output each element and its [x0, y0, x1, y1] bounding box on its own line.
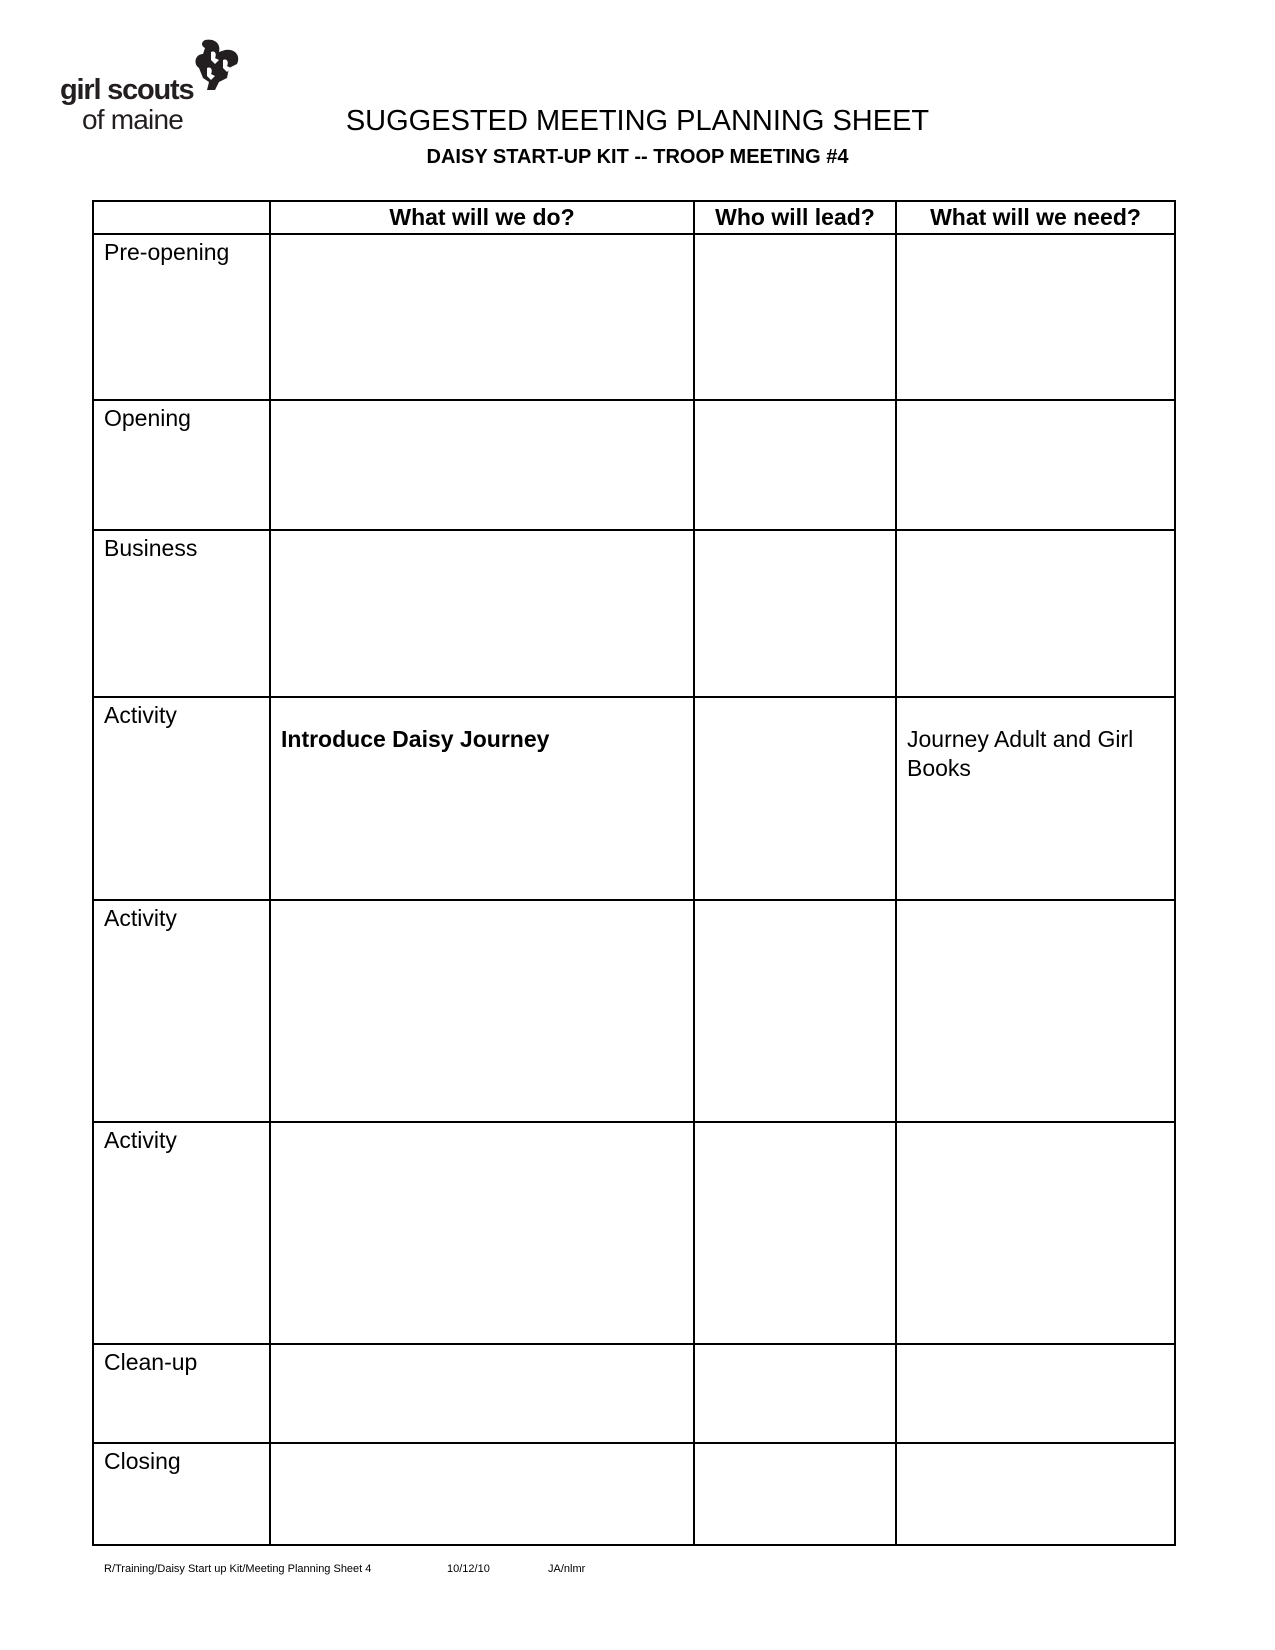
- who-will-lead-cell[interactable]: [694, 900, 896, 1122]
- who-will-lead-cell[interactable]: [694, 1443, 896, 1545]
- table-row: [93, 1443, 1175, 1545]
- page-subtitle: DAISY START-UP KIT -- TROOP MEETING #4: [426, 146, 849, 168]
- planning-table: [92, 200, 1176, 1546]
- row-label-closing: Closing: [93, 1443, 270, 1545]
- what-will-we-do-cell[interactable]: [270, 900, 694, 1122]
- what-will-we-need-cell[interactable]: [896, 697, 1175, 900]
- what-will-we-need-cell[interactable]: [896, 1443, 1175, 1545]
- who-will-lead-cell[interactable]: [694, 1344, 896, 1443]
- table-row: [93, 900, 1175, 1122]
- what-will-we-do-cell[interactable]: [270, 530, 694, 697]
- footer-date: 10/12/10: [447, 1563, 490, 1575]
- row-label-activity: Activity: [93, 1122, 270, 1344]
- what-will-we-need-cell[interactable]: [896, 900, 1175, 1122]
- page-title: SUGGESTED MEETING PLANNING SHEET: [345, 105, 930, 137]
- table-row: [93, 1344, 1175, 1443]
- who-will-lead-cell[interactable]: [694, 234, 896, 400]
- table-row: [93, 400, 1175, 530]
- table-header-row: [93, 201, 1175, 234]
- what-will-we-do-cell[interactable]: [270, 1122, 694, 1344]
- who-will-lead-cell[interactable]: [694, 400, 896, 530]
- what-will-we-do-cell[interactable]: [270, 1443, 694, 1545]
- table-row: [93, 234, 1175, 400]
- column-header-what-will-we-do: What will we do?: [270, 201, 694, 234]
- logo-wordmark-line2: of maine: [82, 104, 183, 135]
- what-will-we-do-cell[interactable]: [270, 400, 694, 530]
- row-label-business: Business: [93, 530, 270, 697]
- row-label-activity: Activity: [93, 900, 270, 1122]
- what-will-we-need-cell[interactable]: [896, 234, 1175, 400]
- supplies-needed: Journey Adult and Girl Books: [907, 726, 1134, 781]
- who-will-lead-cell[interactable]: [694, 697, 896, 900]
- table-row: [93, 1122, 1175, 1344]
- activity-description: Introduce Daisy Journey: [281, 726, 550, 752]
- row-label-activity: Activity: [93, 697, 270, 900]
- footer-file-path: R/Training/Daisy Start up Kit/Meeting Planning Sheet 4: [104, 1563, 372, 1575]
- row-label-opening: Opening: [93, 400, 270, 530]
- footer-initials: JA/nlmr: [548, 1563, 586, 1575]
- what-will-we-need-cell[interactable]: [896, 400, 1175, 530]
- table-row: [93, 530, 1175, 697]
- column-header-blank: [93, 201, 270, 234]
- what-will-we-need-cell[interactable]: [896, 530, 1175, 697]
- what-will-we-need-cell[interactable]: [896, 1344, 1175, 1443]
- table-row: [93, 697, 1175, 900]
- logo-wordmark-line1: girl scouts: [60, 74, 194, 106]
- row-label-clean-up: Clean-up: [93, 1344, 270, 1443]
- column-header-who-will-lead: Who will lead?: [694, 201, 896, 234]
- what-will-we-do-cell[interactable]: [270, 234, 694, 400]
- row-label-pre-opening: Pre-opening: [93, 234, 270, 400]
- what-will-we-do-cell[interactable]: [270, 1344, 694, 1443]
- what-will-we-need-cell[interactable]: [896, 1122, 1175, 1344]
- column-header-what-will-we-need: What will we need?: [896, 201, 1175, 234]
- who-will-lead-cell[interactable]: [694, 1122, 896, 1344]
- who-will-lead-cell[interactable]: [694, 530, 896, 697]
- trefoil-profiles-icon: [185, 38, 243, 90]
- what-will-we-do-cell[interactable]: [270, 697, 694, 900]
